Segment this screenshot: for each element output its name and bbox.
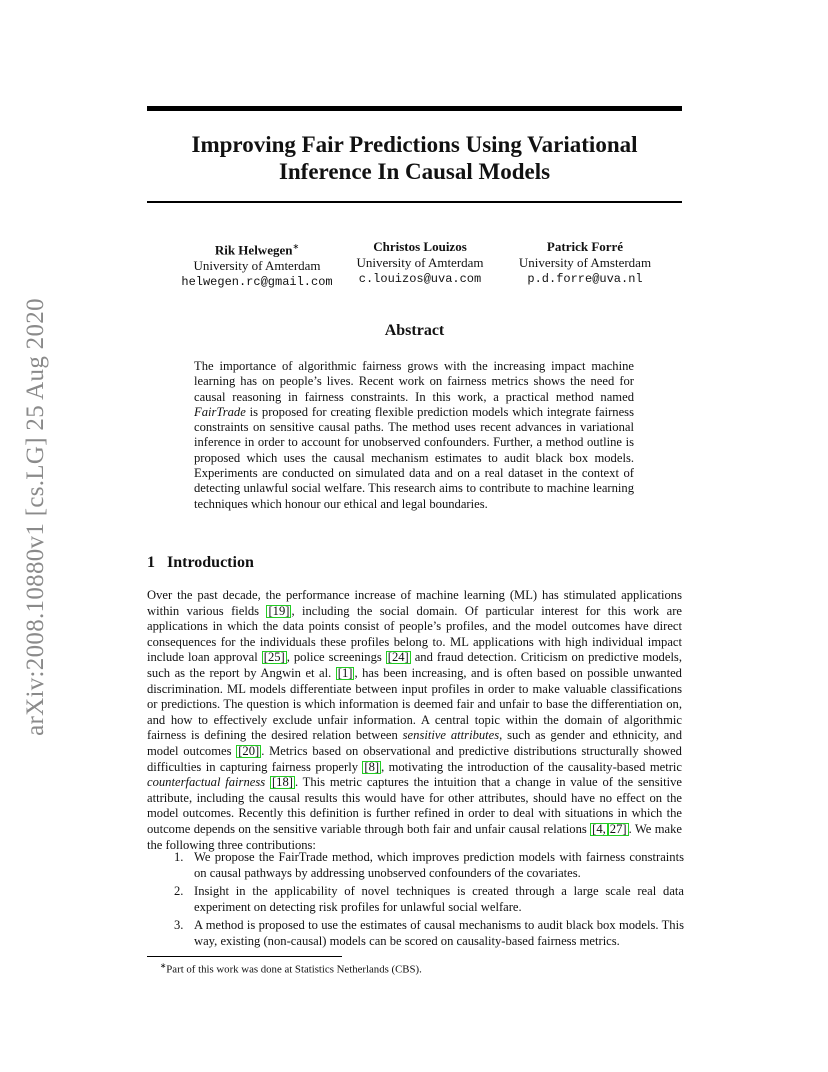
- author-2: [330, 239, 510, 287]
- list-item: 2. Insight in the applicability of novel techniques is created through a large scale real data experiment on detecting risk profiles for unlawful social welfare.: [174, 884, 684, 914]
- title-line-2: Inference In Causal Models: [278, 159, 551, 184]
- section-number: 1: [147, 554, 155, 571]
- fairtrade-term: FairTrade: [194, 404, 246, 419]
- list-item: 3. A method is proposed to use the estimates of causal mechanisms to audit black box models. This way, existing (non-causal) models can be scored on causality-based fairness metrics.: [174, 918, 684, 948]
- footnote: [160, 961, 422, 976]
- citation-link[interactable]: [25]: [263, 650, 285, 665]
- citation-link[interactable]: [1]: [337, 665, 353, 680]
- citation-link[interactable]: [19]: [268, 603, 290, 618]
- author-2-name: Christos Louizos: [373, 239, 467, 254]
- author-1-name: Rik Helwegen: [214, 242, 293, 258]
- citation-link[interactable]: [8]: [364, 759, 380, 774]
- contributions-list: [174, 850, 684, 953]
- citation-link[interactable]: [20]: [238, 743, 260, 758]
- sensitive-attributes-term: sensitive attributes: [402, 728, 500, 743]
- footnote-mark: ∗: [160, 961, 167, 970]
- abstract-heading: Abstract: [384, 322, 445, 339]
- citation-link[interactable]: [4,: [592, 821, 606, 836]
- list-item: 1. We propose the FairTrade method, which improves prediction models with fairness constraints on causal pathways by addressing unobserved confounders of the covariates.: [174, 850, 684, 880]
- author-2-email: c.louizos@uva.com: [358, 272, 482, 286]
- arxiv-identifier: arXiv:2008.10880v1 [cs.LG] 25 Aug 2020: [22, 298, 49, 736]
- arxiv-identifier-stamp: [16, 282, 56, 752]
- author-1-affiliation: University of Amterdam: [193, 258, 321, 274]
- author-3-email: p.d.forre@uva.nl: [527, 272, 643, 286]
- introduction-paragraph: Over the past decade, the performance increase of machine learning (ML) has stimulated applications within various fields [19] , including the social domain. Of particular interest for this work are applications in which the data points consist of people’s profiles, and the model outcomes have direct consequences for the individuals these profiles belong to. ML applications with high individual impact include loan approval [25] , police screenings [24] and fraud detection. Criticism on predictive models, such as the report by Angwin et al. [1] , has been increasing, and is often based on possible unwanted discrimination. ML models differentiate between input profiles in order to make valuable classifications or predictions. The question is which information is deemed fair and unfair to base the differentiation on, and how to effectively exclude unfair information. A central topic within the domain of algorithmic fairness is defining the desired relation between sensitive attributes, such as gender and ethnicity, and model outcomes [20] . Metrics based on observational and predictive distributions structurally showed difficulties in capturing fairness properly [8] , motivating the introduction of the causality-based metric counterfactual fairness [18] . This metric captures the intuition that a change in value of the sensitive attribute, including the causal results this would have for other attributes, should have no effect on the model outcomes. Recently this definition is further refined in order to deal with situations in which the outcome depends on the sensitive variable through both fair and unfair causal relations [4, 27] . We make the following three contributions:: [147, 588, 683, 852]
- author-3: [495, 239, 675, 287]
- title-bottom-rule: [147, 201, 682, 203]
- title-top-rule: [147, 106, 682, 111]
- author-3-name: Patrick Forré: [546, 239, 624, 254]
- counterfactual-fairness-term: counterfactual fairness: [147, 775, 266, 790]
- author-1-footnote-mark[interactable]: ∗: [292, 242, 300, 251]
- footnote-rule: [147, 956, 342, 957]
- section-title: Introduction: [167, 554, 254, 571]
- abstract-text: The importance of algorithmic fairness grows with the increasing impact machine learning has on people’s lives. Recent work on fairness metrics shows the need for causal reasoning in fairness constraints. In this work, a practical method named FairTrade is proposed for creating flexible prediction models which integrate fairness constraints on sensitive causal paths. The method uses recent advances in variational inference in order to account for unobserved confounders. Further, a method outline is proposed which uses the causal mechanism estimates to audit black box models. Experiments are conducted on simulated data and on a real dataset in the context of detecting unlawful social welfare. This research aims to contribute to machine learning techniques which honour our ethical and legal boundaries.: [194, 359, 634, 511]
- author-2-affiliation: University of Amterdam: [356, 255, 484, 270]
- citation-link[interactable]: [24]: [387, 650, 409, 665]
- author-1: [167, 239, 347, 290]
- title-line-1: Improving Fair Predictions Using Variational: [191, 132, 638, 157]
- section-heading-introduction: [147, 554, 254, 572]
- footnote-text: Part of this work was done at Statistics Netherlands (CBS).: [166, 963, 422, 976]
- citation-link[interactable]: [18]: [271, 775, 293, 790]
- paper-title: [147, 131, 682, 185]
- citation-link[interactable]: 27]: [609, 821, 627, 836]
- author-3-affiliation: University of Amsterdam: [518, 255, 652, 270]
- author-1-email: helwegen.rc@gmail.com: [181, 275, 333, 290]
